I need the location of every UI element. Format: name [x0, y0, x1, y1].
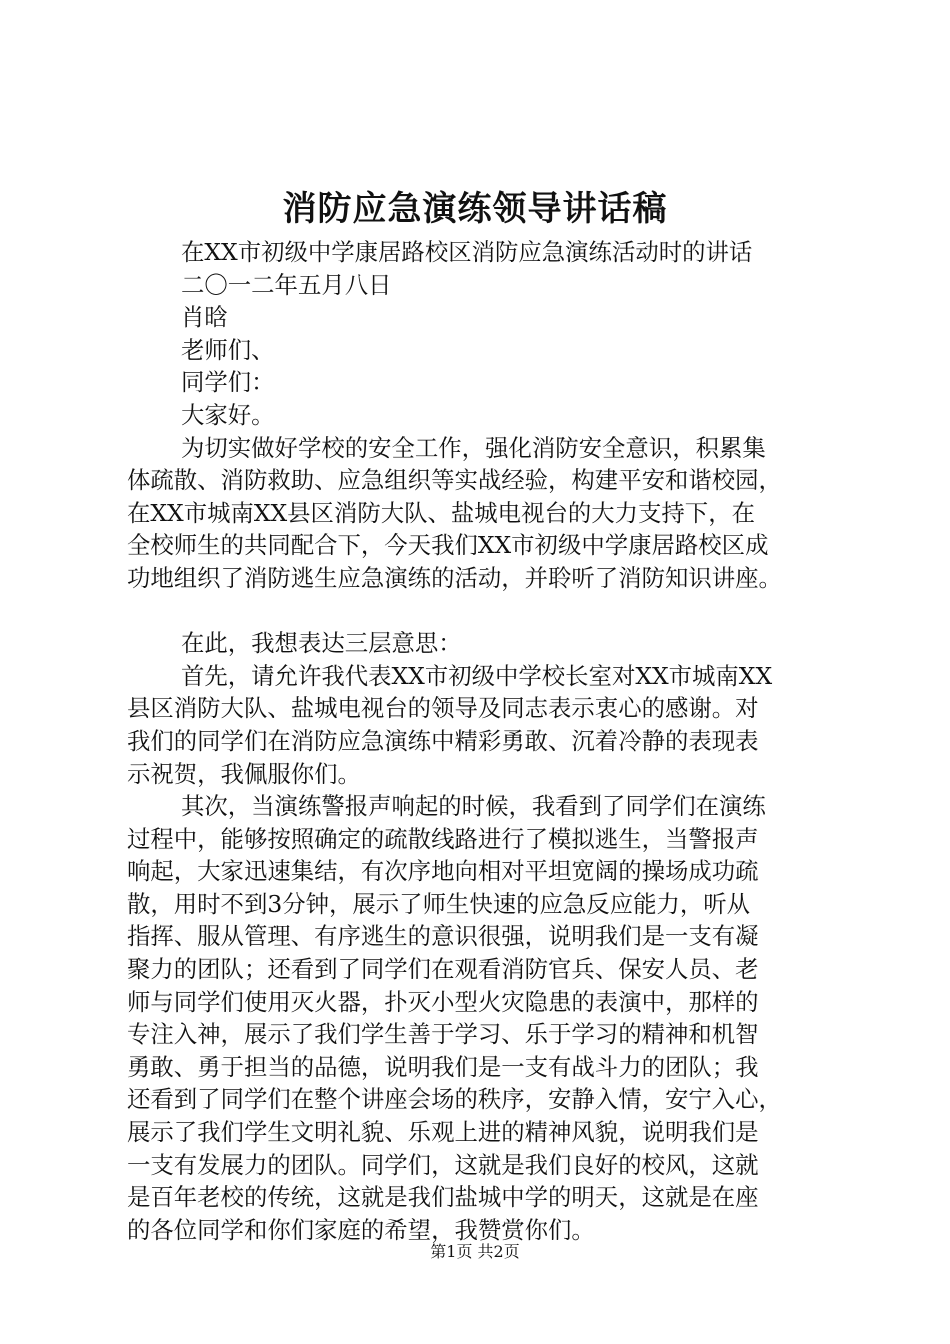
paragraph-line: 的各位同学和你们家庭的希望，我赞赏你们。	[127, 1215, 595, 1244]
paragraph-line: 功地组织了消防逃生应急演练的活动，并聆听了消防知识讲座。	[127, 563, 782, 592]
paragraph-line: 我们的同学们在消防应急演练中精彩勇敢、沉着冷静的表现表	[127, 726, 759, 755]
paragraph-line: 指挥、服从管理、有序逃生的意识很强，说明我们是一支有凝	[127, 922, 759, 951]
paragraph-line: 首先，请允许我代表XX市初级中学校长室对XX市城南XX	[181, 661, 773, 690]
paragraph-line: 散，用时不到3分钟，展示了师生快速的应急反应能力，听从	[127, 889, 751, 918]
author-line: 肖晗	[181, 303, 228, 332]
paragraph-line: 聚力的团队；还看到了同学们在观看消防官兵、保安人员、老	[127, 955, 759, 984]
greeting-line: 大家好。	[181, 400, 275, 429]
paragraph-line: 全校师生的共同配合下，今天我们XX市初级中学康居路校区成	[127, 531, 769, 560]
paragraph-line: 还看到了同学们在整个讲座会场的秩序，安静入情，安宁入心，	[127, 1085, 782, 1114]
paragraph-line: 县区消防大队、盐城电视台的领导及同志表示衷心的感谢。对	[127, 694, 759, 723]
paragraph-line: 专注入神，展示了我们学生善于学习、乐于学习的精神和机智	[127, 1020, 759, 1049]
page-number-footer: 第1页 共2页	[430, 1242, 520, 1261]
paragraph-line: 在XX市城南XX县区消防大队、盐城电视台的大力支持下，在	[127, 498, 755, 527]
paragraph-line: 示祝贺，我佩服你们。	[127, 759, 361, 788]
paragraph-line: 师与同学们使用灭火器，扑灭小型火灾隐患的表演中，那样的	[127, 987, 759, 1016]
paragraph-line: 过程中，能够按照确定的疏散线路进行了模拟逃生，当警报声	[127, 824, 759, 853]
paragraph-line: 展示了我们学生文明礼貌、乐观上进的精神风貌，说明我们是	[127, 1118, 759, 1147]
paragraph-line: 在此，我想表达三层意思：	[181, 629, 462, 658]
paragraph-line: 响起，大家迅速集结，有次序地向相对平坦宽阔的操场成功疏	[127, 857, 759, 886]
document-title: 消防应急演练领导讲话稿	[282, 189, 668, 229]
salutation-line: 老师们、	[181, 335, 275, 364]
paragraph-line: 其次，当演练警报声响起的时候，我看到了同学们在演练	[181, 792, 766, 821]
paragraph-line: 一支有发展力的团队。同学们，这就是我们良好的校风，这就	[127, 1150, 759, 1179]
salutation-line: 同学们：	[181, 368, 275, 397]
subtitle-line: 在XX市初级中学康居路校区消防应急演练活动时的讲话	[181, 238, 753, 266]
paragraph-line: 为切实做好学校的安全工作，强化消防安全意识，积累集	[181, 433, 766, 462]
date-line: 二〇一二年五月八日	[181, 270, 392, 299]
document-body	[127, 236, 852, 1246]
paragraph-line: 是百年老校的传统，这就是我们盐城中学的明天，这就是在座	[127, 1183, 759, 1212]
paragraph-line: 体疏散、消防救助、应急组织等实战经验，构建平安和谐校园，	[127, 466, 782, 495]
paragraph-gap	[127, 595, 852, 628]
paragraph-line: 勇敢、勇于担当的品德，说明我们是一支有战斗力的团队；我	[127, 1052, 759, 1081]
